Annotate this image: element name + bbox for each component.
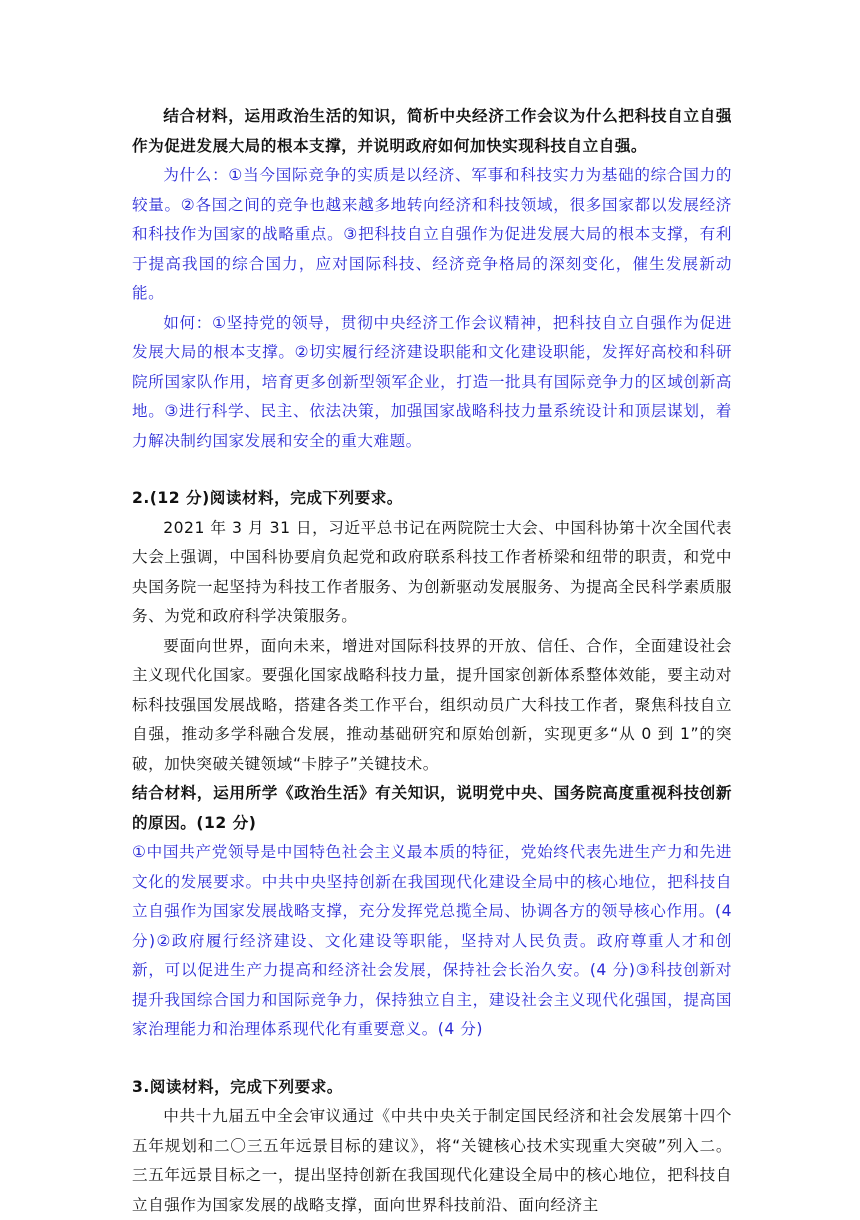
q2-material-1: 2021 年 3 月 31 日，习近平总书记在两院院士大会、中国科协第十次全国代表大会上强调，中国科协要肩负起党和政府联系科技工作者桥梁和纽带的职责，和党中央国务院一起坚持为科技工作者服务、为创新驱动发展服务、为提高全民科学素质服务、为党和政府科学决策服务。 xyxy=(132,518,732,625)
q3-material: 中共十九届五中全会审议通过《中共中央关于制定国民经济和社会发展第十四个五年规划和二〇三五年远景目标的建议》，将“关键核心技术实现重大突破”列入二。三五年远景目标之一，提出坚持创新在我国现代化建设全局中的核心地位，把科技自立自强作为国家发展的战略支撑，面向世界科技前沿、面向经济主 xyxy=(132,1107,732,1214)
section-gap xyxy=(132,1045,732,1073)
q2-material-2: 要面向世界，面向未来，增进对国际科技界的开放、信任、合作，全面建设社会主义现代化国家。要强化国家战略科技力量，提升国家创新体系整体效能，要主动对标科技强国发展战略，搭建各类工作平台，组织动员广大科技工作者，聚焦科技自立自强，推动多学科融合发展，推动基础研究和原始创新，实现更多“从 0 到 1”的突破，加快突破关键领域“卡脖子”关键技术。 xyxy=(132,636,732,773)
q2-heading: 2.(12 分)阅读材料，完成下列要求。 xyxy=(132,489,403,507)
q1-answer-how: 如何：①坚持党的领导，贯彻中央经济工作会议精神，把科技自立自强作为促进发展大局的根本支撑。②切实履行经济建设职能和文化建设职能，发挥好高校和科研院所国家队作用，培育更多创新型领军企业，打造一批具有国际竞争力的区域创新高地。③进行科学、民主、依法决策，加强国家战略科技力量系统设计和顶层谋划，着力解决制约国家发展和安全的重大难题。 xyxy=(132,313,732,450)
q1-answer-why: 为什么：①当今国际竞争的实质是以经济、军事和科技实力为基础的综合国力的较量。②各国之间的竞争也越来越多地转向经济和科技领域，很多国家都以发展经济和科技作为国家的战略重点。③把科技自立自强作为促进发展大局的根本支撑，有利于提高我国的综合国力，应对国际科技、经济竞争格局的深刻变化，催生发展新动能。 xyxy=(132,166,732,302)
q2-answer: ①中国共产党领导是中国特色社会主义最本质的特征，党始终代表先进生产力和先进文化的发展要求。中共中央坚持创新在我国现代化建设全局中的核心地位，把科技自立自强作为国家发展战略支撑，充分发挥党总揽全局、协调各方的领导核心作用。(4 分)②政府履行经济建设、文化建设等职能，坚持对人民负责。政府尊重人才和创新，可以促进生产力提高和经济社会发展，保持社会长治久安。(4 分)③科技创新对提升我国综合国力和国际竞争力，保持独立自主，建设社会主义现代化强国，提高国家治理能力和治理体系现代化有重要意义。(4 分) xyxy=(132,843,732,1038)
q2-prompt: 结合材料，运用所学《政治生活》有关知识，说明党中央、国务院高度重视科技创新的原因。(12 分) xyxy=(132,784,732,832)
q1-prompt: 结合材料，运用政治生活的知识，简析中央经济工作会议为什么把科技自立自强作为促进发展大局的根本支撑，并说明政府如何加快实现科技自立自强。 xyxy=(132,107,732,155)
section-gap xyxy=(132,456,732,484)
q3-heading: 3.阅读材料，完成下列要求。 xyxy=(132,1077,343,1096)
document-page xyxy=(132,102,732,1220)
